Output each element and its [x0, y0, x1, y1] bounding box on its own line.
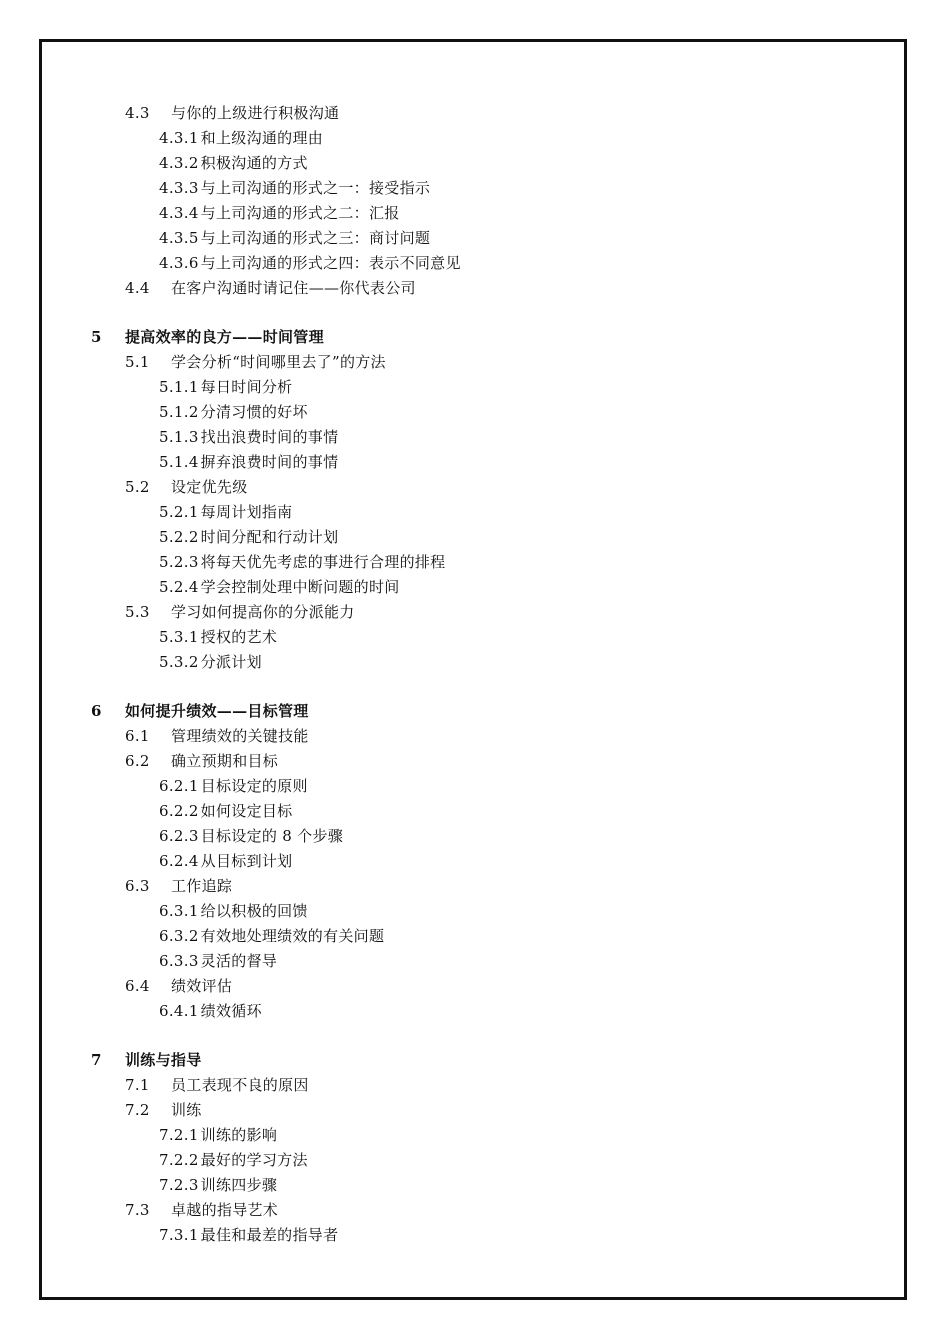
toc-entry-title: 学会控制处理中断问题的时间	[200, 578, 400, 596]
toc-entry-title: 每周计划指南	[200, 503, 293, 521]
toc-entry-number: 6.1	[125, 727, 150, 745]
toc-entry-title: 有效地处理绩效的有关问题	[200, 927, 385, 945]
toc-subsection-entry	[159, 577, 400, 597]
toc-subsection-entry	[159, 502, 292, 522]
toc-entry-number: 7.3	[125, 1201, 150, 1219]
toc-entry-title: 工作追踪	[171, 877, 233, 895]
toc-entry-number: 5.1.2	[159, 403, 199, 421]
toc-entry-number: 5.1.4	[159, 453, 199, 471]
toc-entry-title: 目标设定的原则	[200, 777, 308, 795]
toc-subsection-entry	[159, 1001, 262, 1021]
toc-entry-title: 与上司沟通的形式之三：商讨问题	[200, 229, 431, 247]
toc-section-entry	[125, 1200, 278, 1220]
toc-subsection-entry	[159, 652, 262, 672]
toc-entry-number: 7	[91, 1051, 102, 1069]
toc-subsection-entry	[159, 926, 384, 946]
toc-entry-title: 与上司沟通的形式之一：接受指示	[200, 179, 431, 197]
toc-subsection-entry	[159, 776, 308, 796]
toc-entry-number: 5.1.3	[159, 428, 199, 446]
toc-entry-number: 4.3.3	[159, 179, 199, 197]
toc-entry-title: 训练的影响	[200, 1126, 278, 1144]
toc-subsection-entry	[159, 402, 308, 422]
toc-entry-number: 6.2.1	[159, 777, 199, 795]
toc-entry-title: 卓越的指导艺术	[171, 1201, 279, 1219]
toc-section-entry	[125, 352, 386, 372]
toc-entry-number: 4.3.6	[159, 254, 199, 272]
toc-entry-title: 目标设定的 8 个步骤	[200, 827, 344, 845]
toc-entry-title: 积极沟通的方式	[200, 154, 308, 172]
toc-subsection-entry	[159, 627, 277, 647]
toc-entry-title: 分清习惯的好坏	[200, 403, 308, 421]
toc-subsection-entry	[159, 527, 338, 547]
toc-section-entry	[125, 726, 309, 746]
toc-entry-title: 授权的艺术	[200, 628, 278, 646]
toc-entry-number: 5	[91, 328, 102, 346]
toc-entry-number: 6	[91, 702, 102, 720]
toc-entry-number: 7.2.2	[159, 1151, 199, 1169]
toc-entry-title: 训练与指导	[125, 1051, 202, 1069]
toc-chapter-heading	[91, 327, 324, 347]
toc-entry-number: 5.3	[125, 603, 150, 621]
toc-entry-title: 灵活的督导	[200, 952, 278, 970]
toc-subsection-entry	[159, 427, 338, 447]
toc-subsection-entry	[159, 452, 338, 472]
toc-subsection-entry	[159, 203, 400, 223]
toc-subsection-entry	[159, 1150, 308, 1170]
toc-entry-title: 确立预期和目标	[171, 752, 279, 770]
toc-entry-number: 7.2.1	[159, 1126, 199, 1144]
toc-entry-number: 6.2.3	[159, 827, 199, 845]
toc-section-entry	[125, 477, 248, 497]
toc-subsection-entry	[159, 128, 323, 148]
toc-entry-title: 提高效率的良方——时间管理	[125, 328, 324, 346]
toc-entry-number: 5.1	[125, 353, 150, 371]
toc-chapter-heading	[91, 701, 309, 721]
toc-section-entry	[125, 876, 232, 896]
toc-entry-title: 训练四步骤	[200, 1176, 278, 1194]
toc-subsection-entry	[159, 377, 292, 397]
toc-subsection-entry	[159, 901, 308, 921]
toc-entry-number: 5.1.1	[159, 378, 199, 396]
toc-subsection-entry	[159, 851, 292, 871]
toc-subsection-entry	[159, 801, 292, 821]
toc-entry-title: 给以积极的回馈	[200, 902, 308, 920]
toc-entry-number: 4.3.1	[159, 129, 199, 147]
toc-entry-number: 6.2	[125, 752, 150, 770]
toc-subsection-entry	[159, 951, 277, 971]
toc-entry-title: 从目标到计划	[200, 852, 293, 870]
toc-entry-number: 6.3.1	[159, 902, 199, 920]
toc-entry-number: 5.3.1	[159, 628, 199, 646]
toc-entry-number: 7.2	[125, 1101, 150, 1119]
toc-entry-number: 5.2.2	[159, 528, 199, 546]
toc-entry-number: 5.3.2	[159, 653, 199, 671]
toc-section-entry	[125, 103, 339, 123]
toc-entry-number: 6.2.2	[159, 802, 199, 820]
toc-entry-title: 绩效评估	[171, 977, 233, 995]
toc-section-entry	[125, 278, 416, 298]
toc-entry-title: 摒弃浪费时间的事情	[200, 453, 339, 471]
toc-entry-number: 6.4	[125, 977, 150, 995]
toc-entry-title: 员工表现不良的原因	[171, 1076, 309, 1094]
toc-subsection-entry	[159, 1125, 277, 1145]
toc-entry-title: 最佳和最差的指导者	[200, 1226, 339, 1244]
toc-entry-title: 学会分析“时间哪里去了”的方法	[171, 353, 386, 371]
toc-entry-title: 和上级沟通的理由	[200, 129, 324, 147]
toc-entry-title: 最好的学习方法	[200, 1151, 308, 1169]
toc-entry-title: 如何设定目标	[200, 802, 293, 820]
toc-section-entry	[125, 1075, 309, 1095]
toc-entry-title: 绩效循环	[200, 1002, 262, 1020]
toc-entry-title: 每日时间分析	[200, 378, 293, 396]
toc-section-entry	[125, 751, 278, 771]
toc-entry-number: 6.3.3	[159, 952, 199, 970]
toc-entry-number: 7.3.1	[159, 1226, 199, 1244]
toc-subsection-entry	[159, 228, 430, 248]
toc-entry-title: 与你的上级进行积极沟通	[171, 104, 340, 122]
toc-entry-number: 4.3.5	[159, 229, 199, 247]
toc-subsection-entry	[159, 153, 308, 173]
toc-subsection-entry	[159, 1225, 338, 1245]
toc-entry-number: 6.3.2	[159, 927, 199, 945]
toc-entry-number: 6.2.4	[159, 852, 199, 870]
toc-subsection-entry	[159, 826, 343, 846]
toc-chapter-heading	[91, 1050, 202, 1070]
toc-entry-number: 6.3	[125, 877, 150, 895]
toc-entry-number: 7.2.3	[159, 1176, 199, 1194]
toc-entry-number: 7.1	[125, 1076, 150, 1094]
toc-entry-title: 学习如何提高你的分派能力	[171, 603, 355, 621]
toc-entry-title: 与上司沟通的形式之二：汇报	[200, 204, 400, 222]
toc-entry-number: 5.2	[125, 478, 150, 496]
toc-entry-number: 5.2.1	[159, 503, 199, 521]
toc-entry-title: 分派计划	[200, 653, 262, 671]
toc-entry-title: 在客户沟通时请记住——你代表公司	[171, 279, 416, 297]
toc-entry-number: 5.2.3	[159, 553, 199, 571]
toc-subsection-entry	[159, 1175, 277, 1195]
toc-entry-title: 设定优先级	[171, 478, 248, 496]
toc-entry-number: 6.4.1	[159, 1002, 199, 1020]
toc-entry-number: 4.4	[125, 279, 150, 297]
toc-entry-number: 5.2.4	[159, 578, 199, 596]
toc-entry-title: 找出浪费时间的事情	[200, 428, 339, 446]
toc-entry-title: 管理绩效的关键技能	[171, 727, 309, 745]
toc-section-entry	[125, 602, 355, 622]
toc-entry-title: 与上司沟通的形式之四：表示不同意见	[200, 254, 461, 272]
toc-entry-number: 4.3.4	[159, 204, 199, 222]
toc-subsection-entry	[159, 253, 461, 273]
toc-subsection-entry	[159, 552, 445, 572]
toc-subsection-entry	[159, 178, 430, 198]
toc-entry-title: 时间分配和行动计划	[200, 528, 339, 546]
toc-entry-title: 将每天优先考虑的事进行合理的排程	[200, 553, 446, 571]
toc-entry-title: 训练	[171, 1101, 202, 1119]
toc-entry-number: 4.3.2	[159, 154, 199, 172]
toc-entry-number: 4.3	[125, 104, 150, 122]
toc-entry-title: 如何提升绩效——目标管理	[125, 702, 309, 720]
toc-section-entry	[125, 976, 232, 996]
toc-section-entry	[125, 1100, 202, 1120]
